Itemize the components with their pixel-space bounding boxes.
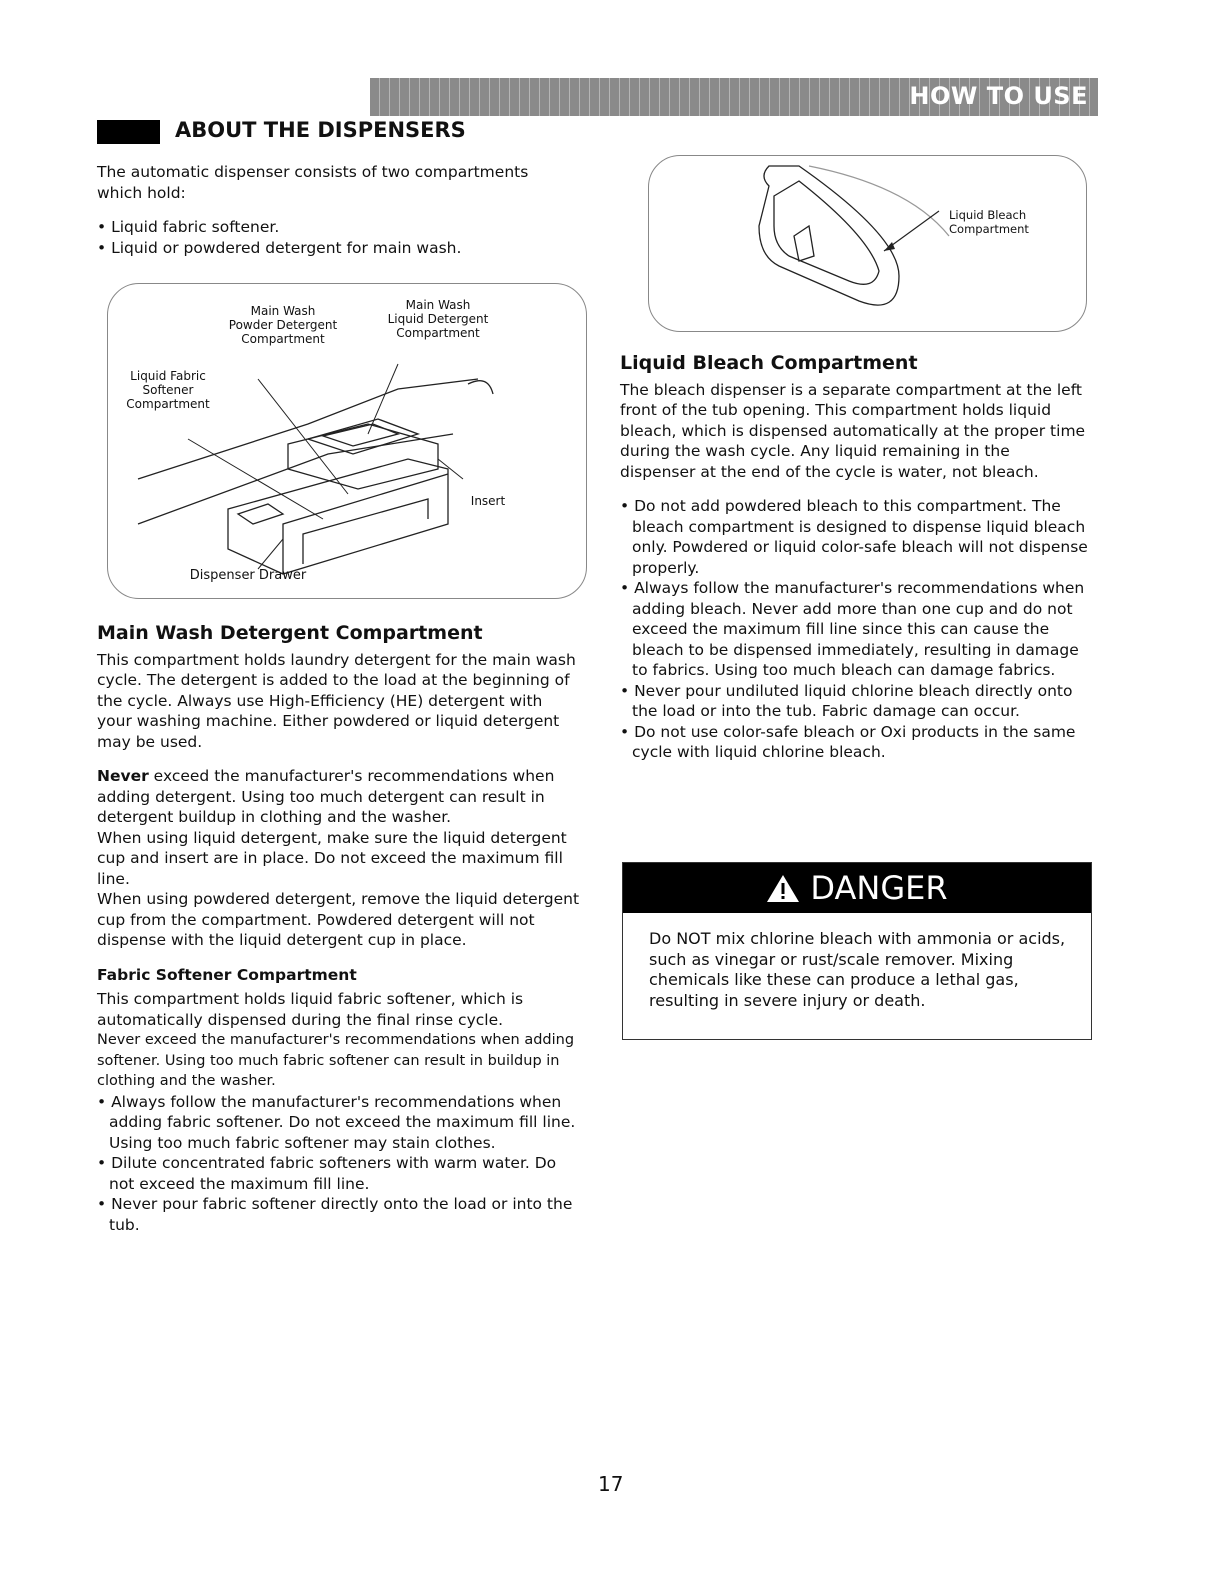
intro-bullet: • Liquid fabric softener. [97, 217, 567, 238]
section-tab-band [370, 78, 1098, 116]
intro-text: The automatic dispenser consists of two compartments which hold: [97, 163, 529, 202]
label-softener-compartment: Liquid Fabric Softener Compartment [126, 369, 210, 411]
label-powder-compartment: Main Wash Powder Detergent Compartment [228, 304, 338, 346]
label-liquid-bleach-compartment: Liquid Bleach Compartment [949, 208, 1029, 236]
danger-title: DANGER [810, 869, 948, 907]
bleach-bullet: • Do not add powdered bleach to this compartment. The bleach compartment is designed to dispense liquid bleach only. Powdered or liquid color-safe bleach will not dispense properly. [620, 496, 1090, 578]
never-emphasis: Never [97, 767, 149, 785]
bleach-bullet: • Always follow the manufacturer's recommendations when adding bleach. Never add more than one cup and do not exceed the maximum fill line since this can cause the bleach to be dispensed immediately, resulting in damage to fabrics. Using too much bleach can damage fabrics. [620, 578, 1090, 681]
bleach-compartment-drawing [649, 156, 1086, 331]
bleach-section [620, 353, 1090, 777]
fabric-softener-p2: Never exceed the manufacturer's recommendations when adding softener. Using too much fabric softener can result in buildup in clothing and the washer. [97, 1032, 575, 1089]
main-wash-p1: This compartment holds laundry detergent for the main wash cycle. The detergent is added to the load at the beginning of the cycle. Always use High-Efficiency (HE) detergent with your washing machine. Either powdered or liquid detergent may be used. [97, 650, 576, 751]
main-wash-section [97, 623, 582, 1249]
fabric-softener-p1: This compartment holds liquid fabric softener, which is automatically dispensed during the final rinse cycle. [97, 990, 524, 1029]
softener-bullet: • Always follow the manufacturer's recommendations when adding fabric softener. Do not exceed the maximum fill line. Using too much fabric softener may stain clothes. [97, 1092, 582, 1154]
softener-bullet: • Dilute concentrated fabric softeners with warm water. Do not exceed the maximum fill line. [97, 1153, 582, 1194]
warning-triangle-icon [766, 873, 800, 903]
label-dispenser-drawer: Dispenser Drawer [189, 568, 307, 583]
softener-bullet: • Never pour fabric softener directly onto the load or into the tub. [97, 1194, 582, 1235]
danger-header [623, 863, 1091, 913]
page-title: ABOUT THE DISPENSERS [175, 118, 466, 142]
intro-section [97, 162, 567, 272]
bleach-p1: The bleach dispenser is a separate compartment at the left front of the tub opening. This compartment holds liquid bleach, which is dispensed automatically at the proper time during the wash cycle. Any liquid remaining in the dispenser at the end of the cycle is water, not bleach. [620, 380, 1086, 481]
main-wash-heading: Main Wash Detergent Compartment [97, 622, 483, 644]
dispenser-diagram [107, 283, 587, 599]
bleach-diagram [648, 155, 1087, 332]
section-tab-label: HOW TO USE [909, 82, 1088, 110]
main-wash-p4: When using powdered detergent, remove the liquid detergent cup from the compartment. Powdered detergent will not dispense with the liquid detergent cup in place. [97, 890, 580, 949]
main-wash-p2: exceed the manufacturer's recommendations when adding detergent. Using too much detergent can result in detergent buildup in clothing and the washer. [97, 767, 555, 826]
danger-text: Do NOT mix chlorine bleach with ammonia or acids, such as vinegar or rust/scale remover. Mixing chemicals like these can produce a lethal gas, resulting in severe injury or death. [649, 929, 1066, 1010]
label-insert: Insert [470, 494, 506, 508]
page-number: 17 [598, 1472, 624, 1496]
label-liquid-compartment: Main Wash Liquid Detergent Compartment [387, 298, 489, 340]
intro-bullet: • Liquid or powdered detergent for main wash. [97, 238, 567, 259]
bleach-heading: Liquid Bleach Compartment [620, 352, 918, 374]
bleach-bullet: • Do not use color-safe bleach or Oxi products in the same cycle with liquid chlorine bleach. [620, 722, 1090, 763]
main-wash-p3: When using liquid detergent, make sure the liquid detergent cup and insert are in place. Do not exceed the maximum fill line. [97, 828, 567, 888]
danger-box [622, 862, 1092, 1040]
bleach-bullet: • Never pour undiluted liquid chlorine bleach directly onto the load or into the tub. Fabric damage can occur. [620, 681, 1090, 722]
fabric-softener-heading: Fabric Softener Compartment [97, 965, 357, 984]
heading-marker [97, 120, 160, 144]
